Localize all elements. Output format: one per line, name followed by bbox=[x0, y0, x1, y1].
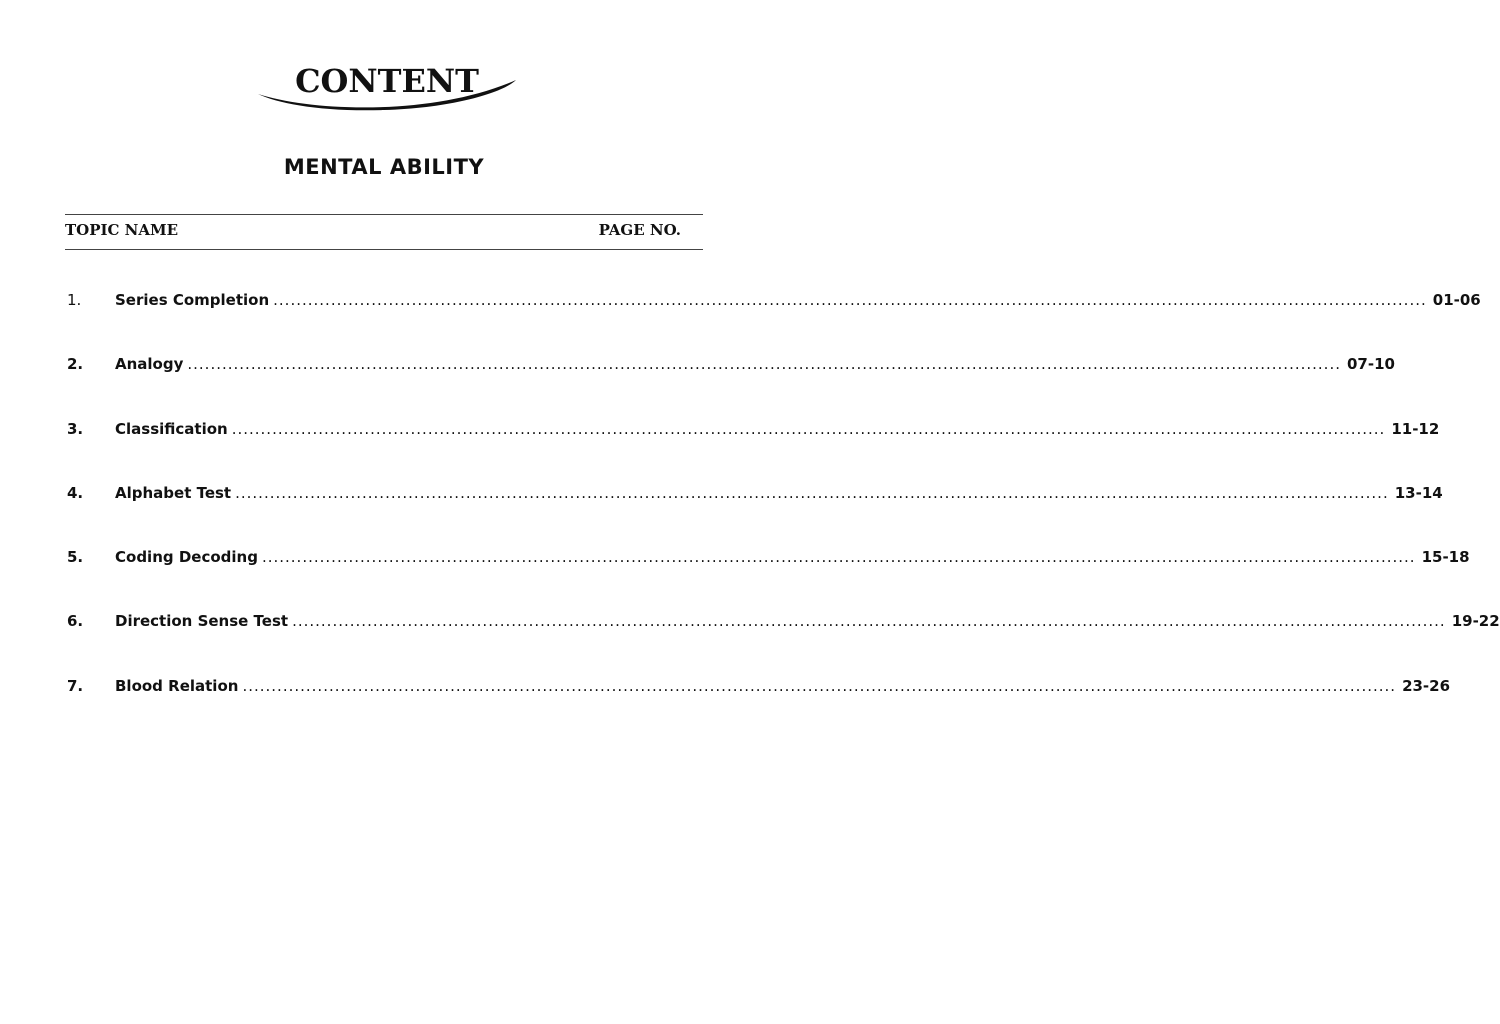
entry-number: 3. bbox=[67, 420, 84, 438]
toc-entry[interactable] bbox=[67, 420, 1440, 442]
entry-title: Blood Relation bbox=[115, 677, 239, 695]
entry-title: Analogy bbox=[115, 355, 184, 373]
entry-pages: 01-06 bbox=[1432, 291, 1481, 309]
dot-leader: ........................................................................................................................................................................................................ bbox=[292, 612, 1446, 630]
entry-title: Series Completion bbox=[115, 291, 270, 309]
entry-pages: 11-12 bbox=[1391, 420, 1440, 438]
topic-name-header: TOPIC NAME bbox=[65, 221, 179, 239]
page-title: MENTAL ABILITY bbox=[283, 155, 485, 179]
entry-pages: 13-14 bbox=[1394, 484, 1443, 502]
toc-entry[interactable] bbox=[67, 677, 1451, 699]
toc-entry[interactable] bbox=[67, 548, 1470, 570]
toc-entry[interactable] bbox=[67, 291, 1481, 313]
dot-leader: ........................................................................................................................................................................................................ bbox=[231, 420, 1386, 438]
toc-entry[interactable] bbox=[67, 355, 1395, 377]
entry-title: Alphabet Test bbox=[115, 484, 232, 502]
toc-entry[interactable] bbox=[67, 612, 1500, 634]
entry-number: 2. bbox=[67, 355, 84, 373]
entry-number: 7. bbox=[67, 677, 84, 695]
toc-entry[interactable] bbox=[67, 484, 1443, 506]
entry-number: 6. bbox=[67, 612, 84, 630]
entry-pages: 23-26 bbox=[1402, 677, 1451, 695]
logo-text: CONTENT bbox=[295, 62, 479, 100]
entry-pages: 15-18 bbox=[1421, 548, 1470, 566]
entry-number: 5. bbox=[67, 548, 84, 566]
entry-number: 4. bbox=[67, 484, 84, 502]
dot-leader: ........................................................................................................................................................................................................ bbox=[242, 677, 1397, 695]
dot-leader: ........................................................................................................................................................................................................ bbox=[187, 355, 1341, 373]
entry-pages: 07-10 bbox=[1347, 355, 1395, 373]
entry-number: 1. bbox=[67, 291, 82, 309]
content-logo bbox=[254, 60, 520, 116]
dot-leader: ........................................................................................................................................................................................................ bbox=[235, 484, 1389, 502]
header-bottom-rule bbox=[65, 249, 703, 250]
dot-leader: ........................................................................................................................................................................................................ bbox=[273, 291, 1427, 309]
entry-title: Direction Sense Test bbox=[115, 612, 289, 630]
entry-pages: 19-22 bbox=[1451, 612, 1500, 630]
entry-title: Coding Decoding bbox=[115, 548, 258, 566]
header-top-rule bbox=[65, 214, 703, 215]
toc-header bbox=[65, 221, 703, 243]
dot-leader: ........................................................................................................................................................................................................ bbox=[261, 548, 1416, 566]
entry-title: Classification bbox=[115, 420, 228, 438]
page-no-header: PAGE NO. bbox=[598, 221, 681, 239]
